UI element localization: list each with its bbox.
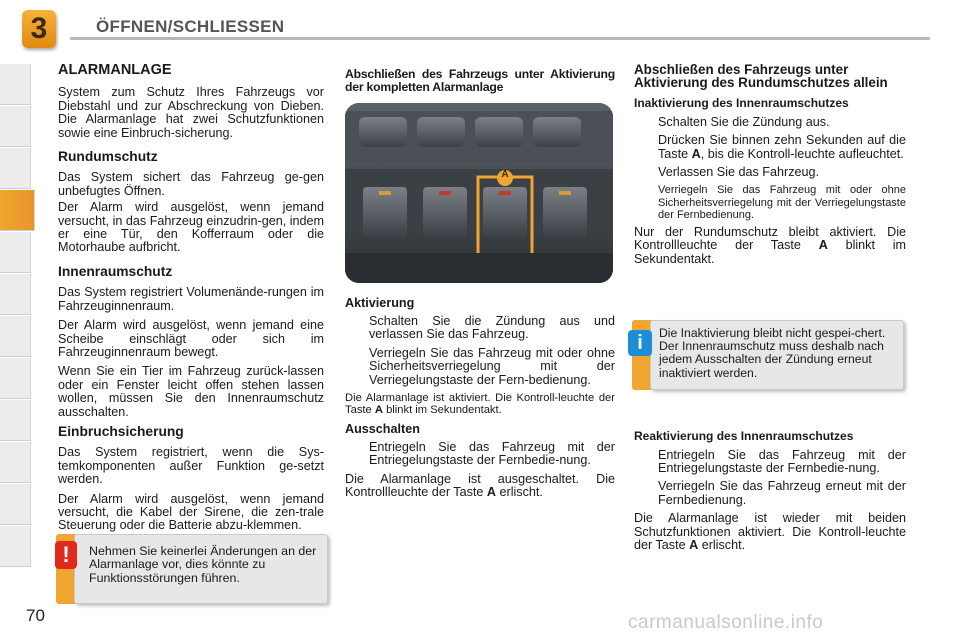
inaktivierung-result: Nur der Rundumschutz bleibt aktiviert. Die Kontrollleuchte der Taste A blinkt im Sekundentakt.: [634, 225, 907, 266]
aktivierung-note: Die Alarmanlage ist aktiviert. Die Kontroll-leuchte der Taste A blinkt im Sekundentakt.: [345, 392, 615, 417]
side-tab-9: [0, 400, 31, 441]
page-title: ÖFFNEN/SCHLIESSEN: [96, 17, 285, 36]
right-heading: Abschließen des Fahrzeugs unter Aktivierung des Rundumschutzes allein: [634, 62, 888, 90]
list-item: Verriegeln Sie das Fahrzeug mit oder ohne Sicherheitsverriegelung mit der Verriegelungstaste der Fernbedienung.: [658, 184, 906, 221]
side-tab-8: [0, 358, 31, 399]
reaktivierung-result: Die Alarmanlage ist wieder mit beiden Schutzfunktionen aktiviert. Die Kontroll-leuchte der Taste A erlischt.: [634, 511, 906, 553]
photo-label-a: A: [501, 169, 509, 180]
dashboard-illustration: [345, 103, 613, 283]
middle-heading-wrap: [345, 64, 615, 99]
ausschalten-note: Die Alarmanlage ist ausgeschaltet. Die Kontrollleuchte der Taste A erlischt.: [345, 471, 615, 500]
side-tab-active: [0, 190, 35, 231]
heading-reaktivierung: Reaktivierung des Innenraumschutzes: [634, 429, 854, 443]
middle-heading: Abschließen des Fahrzeugs unter Aktivierung der kompletten Alarmanlage: [345, 67, 615, 94]
list-item: Verriegeln Sie das Fahrzeug mit oder ohne Sicherheitsverriegelung mit der Verriegelungstaste der Fern-bedienung.: [369, 345, 615, 387]
list-item: Drücken Sie binnen zehn Sekunden auf die Taste A, bis die Kontroll-leuchte aufleuchtet.: [658, 133, 906, 161]
right-column: [634, 64, 906, 272]
heading-innenraumschutz: Innenraumschutz: [58, 263, 173, 279]
rundumschutz-text-2: Der Alarm wird ausgelöst, wenn jemand versucht, in das Fahrzeug einzudrin-gen, indem er eine Tür, den Kofferraum oder die Motorhaube aufbricht.: [58, 200, 325, 255]
side-tab-2: [0, 106, 31, 147]
innenraum-text-1: Das System registriert Volumenände-rungen im Fahrzeuginnenraum.: [58, 285, 324, 313]
innenraum-text-3: Wenn Sie ein Tier im Fahrzeug zurück-lassen oder ein Fenster leicht offen stehen lassen wollen, müssen Sie den Innenraumschutz ausschalten.: [58, 364, 324, 419]
heading-rundumschutz: Rundumschutz: [58, 149, 158, 165]
section-title-alarmanlage: ALARMANLAGE: [58, 62, 172, 78]
list-item: Schalten Sie die Zündung aus und verlassen Sie das Fahrzeug.: [369, 314, 615, 342]
right-column-lower: [634, 426, 906, 558]
list-item: Entriegeln Sie das Fahrzeug mit der Entriegelungstaste der Fernbedie-nung.: [658, 447, 906, 475]
header-rule: [70, 37, 930, 40]
side-tab-11: [0, 484, 31, 525]
side-tab-12: [0, 526, 31, 567]
page-number: 70: [26, 606, 45, 625]
list-item: Verlassen Sie das Fahrzeug.: [658, 165, 820, 179]
side-tab-7: [0, 316, 31, 357]
list-item: Schalten Sie die Zündung aus.: [658, 114, 830, 129]
innenraum-text-2: Der Alarm wird ausgelöst, wenn jemand eine Scheibe einschlägt oder sich im Fahrzeuginnenraum bewegt.: [58, 318, 324, 359]
side-tab-10: [0, 442, 31, 483]
heading-ausschalten: Ausschalten: [345, 421, 420, 436]
middle-column: [345, 297, 615, 505]
dashboard-photo: [345, 103, 613, 283]
heading-einbruchsicherung: Einbruchsicherung: [58, 423, 184, 439]
warning-note: [74, 534, 328, 604]
side-tab-1: [0, 64, 31, 105]
heading-aktivierung: Aktivierung: [345, 296, 415, 310]
info-icon: i: [628, 330, 652, 356]
warning-text: Nehmen Sie keinerlei Änderungen an der Alarmanlage vor, dies könnte zu Funktionsstörungen führen.: [89, 544, 317, 585]
einbruch-text-2: Der Alarm wird ausgelöst, wenn jemand versucht, die Kabel der Sirene, die zen-trale Steuerung oder die Batterie abzu-klemmen.: [58, 491, 324, 533]
intro-text: System zum Schutz Ihres Fahrzeugs vor Diebstahl und zur Abschreckung von Dieben. Die Alarmanlage hat zwei Schutzfunktionen sowie eine Einbruch-sicherung.: [58, 85, 324, 140]
watermark: carmanualsonline.info: [628, 612, 824, 633]
side-tab-5: [0, 232, 31, 273]
chapter-badge: 3: [22, 10, 56, 48]
heading-inaktivierung: Inaktivierung des Innenraumschutzes: [634, 96, 849, 111]
rundumschutz-text-1: Das System sichert das Fahrzeug ge-gen unbefugtes Öffnen.: [58, 170, 324, 198]
list-item: Verriegeln Sie das Fahrzeug erneut mit der Fernbedienung.: [658, 479, 906, 507]
info-note: [650, 320, 904, 390]
info-text: Die Inaktivierung bleibt nicht gespei-chert. Der Innenraumschutz muss deshalb nach jedem Ausschalten der Zündung erneut inaktiviert werden.: [659, 326, 886, 380]
side-tab-6: [0, 274, 31, 315]
left-column: [58, 64, 324, 539]
einbruch-text-1: Das System registriert, wenn die Sys-temkomponenten außer Funktion ge-setzt werden.: [58, 445, 324, 487]
side-tab-3: [0, 148, 31, 189]
list-item: Entriegeln Sie das Fahrzeug mit der Entriegelungstaste der Fernbedie-nung.: [369, 439, 615, 468]
warning-icon: !: [55, 541, 77, 569]
